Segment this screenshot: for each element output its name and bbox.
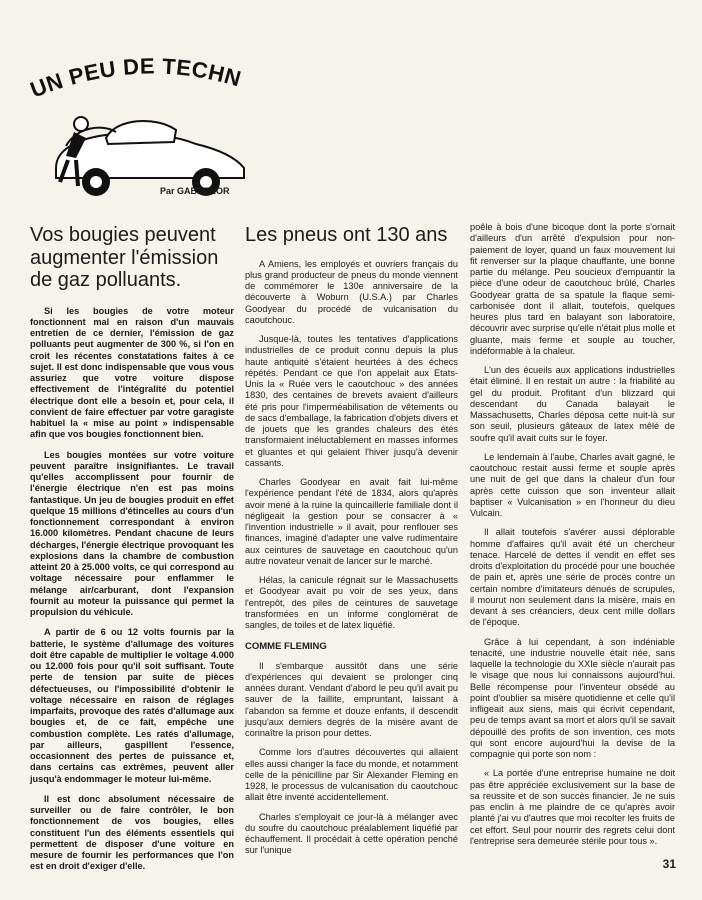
article-2-title: Les pneus ont 130 ans bbox=[245, 224, 448, 246]
section-title-text: UN PEU DE TECHN bbox=[26, 58, 245, 103]
svg-text:UN PEU DE TECHNIQUE bbox=[26, 58, 244, 103]
article-2-subheading: COMME FLEMING bbox=[245, 641, 327, 653]
article-2-paragraph: Il allait toutefois s'avérer aussi déplorable homme d'affaires qu'il avait été un chercheur tenace. Harcelé de dettes il vendit en effet ses droits d'exploitation du procédé pour une bouchée de pain et, après une série de procès contre un certain nombre d'imitateurs dénués de scrupules, il mourut non seulement dans la misère, mais en devant à ses créanciers, deux cent mille dollars de l'époque. bbox=[470, 527, 675, 628]
article-2-paragraph: poêle à bois d'une bicoque dont la porte s'ornait d'ailleurs d'un arrêté d'expulsion pour non-paiement de loyer, quand un faux mouvement lui fit renverser sur la plaque chauffante, une bonne partie du mélange. Peu soucieux d'empuantir la pièce d'une odeur de caoutchouc brûlé, Charles Goodyear gratta de sa spatule la flaque semi-carbonisée dont il allait, toutefois, quelques heures plus tard en balayant son laboratoire, découvrir avec surprise qu'elle n'était plus molle et gluante, mais ferme et souple au toucher, indéformable à la chaleur. bbox=[470, 222, 675, 356]
header-illustration bbox=[26, 58, 266, 198]
column-1 bbox=[30, 214, 234, 882]
article-2-paragraph: A Amiens, les employés et ouvriers français du plus grand producteur de pneus du monde viennent de commémorer le 130e anniversaire de la découverte à Woburn (U.S.A.) par Charles Goodyear du procédé de vulcanisation du caoutchouc. bbox=[245, 258, 458, 325]
page-number: 31 bbox=[662, 857, 676, 871]
article-1-title: Vos bougies peuvent augmenter l'émission de gaz polluants. bbox=[30, 224, 219, 291]
article-1-paragraph: A partir de 6 ou 12 volts fournis par la batterie, le système d'allumage des voitures doit être capable de multiplier le voltage 4.000 ou 12.000 fois pour qu'il soit suffisant. Toute perte de tension par suite de pièces défectueuses, ou l'impossibilité d'obtenir le voltage nécessaire en raison de réglages imparfaits, provoque des ratés d'allumage aux bougies et, de ce fait, empêche une combustion complète. Les ratés d'allumage, par ailleurs, gaspillent l'essence, occasionnent des pertes de puissance et, dans certains cas extrêmes, peuvent aller jusqu'à endommager le moteur lui-même. bbox=[30, 627, 234, 784]
car-illustration bbox=[56, 117, 244, 196]
article-2-paragraph: Hélas, la canicule régnait sur le Massachusetts et Goodyear avait pu voir de ses yeux, dans l'entrepôt, des piles de ceintures de sauvetage transformées en un informe conglomérat de sangles, de toiles et de latex liquéfié. bbox=[245, 575, 458, 630]
article-2-paragraph: Comme lors d'autres découvertes qui allaient elles aussi changer la face du monde, et notamment celle de la pénicilline par Sir Alexander Fleming en 1928, le processus de vulcanisation du caoutchouc allait être inventé accidentellement. bbox=[245, 747, 458, 803]
article-2-paragraph: Jusque-là, toutes les tentatives d'applications industrielles de ce produit connu depuis la plus haute antiquité s'étaient heurtées à des échecs répétés. Pendant ce que l'on appelait aux Etats-Unis la « Ruée vers le caoutchouc » des années 1830, des centaines de brevets avaient d'ailleurs été pris pour l'imperméabilisation de vêtements ou de sacs d'emballage, la fabrication d'objets divers et de jouets que les grandes chaleurs des étés transformaient inéluctablement en masses informes et gluantes et qui gelaient l'hiver jusqu'à devenir cassants. bbox=[245, 334, 458, 468]
article-1-paragraph: Les bougies montées sur votre voiture peuvent paraître insignifiantes. Le travail qu'elles accomplissent pour fournir de l'énergie électrique n'en est pas moins fantastique. Un jeu de bougies produit en effet quelque 15 millions d'étincelles au cours d'un fonctionnement correspondant à environ 16.000 kilomètres. Pendant chacune de leurs décharges, l'énergie électrique provoquant les explosions dans la chambre de combustion atteint 20 à 25.000 volts, ce qui correspond au voltage nécessaire pour enflammer le mélange air/carburant, dont l'expansion fournit au moteur la puissance qui permet la propulsion du véhicule. bbox=[30, 449, 234, 617]
article-1-paragraph: Si les bougies de votre moteur fonctionnent mal en raison d'un mauvais entretien de ce dernier, l'émission de gaz polluants peut augmenter de 300 %, si l'on en croit les récentes constatations faites à ce sujet. Il est donc indispensable que vous vous assuriez que votre voiture dispose effectivement de l'intégralité du potentiel électrique dont elle a besoin et, pour cela, il convient de faire effectuer par votre garagiste habituel la « mise au point » indispensable afin que vos bougies fonctionnent bien. bbox=[30, 305, 234, 440]
article-2-paragraph: L'un des écueils aux applications industrielles était éliminé. Il en restait un autre : la friabilité au gel du produit. Profitant d'un blizzard qui descendant du Canada balayait le Massachusetts, Charles déposa cette nuit-là sur son seuil, plusieurs gâteaux de latex mêlé de soufre qu'il avait cuits sur le foyer. bbox=[470, 365, 675, 443]
article-2-paragraph: Grâce à lui cependant, à son indéniable tenacité, une industrie nouvelle était née, sans laquelle la technologie du XXIe siècle n'aurait pas le visage que nous lui connaissons aujourd'hui. Belle récompense pour l'inventeur obsédé au point d'oublier sa misère quotidienne et celle qu'il infligeait aux siens, mais qui écrivit cependant, peu de temps avant sa mort et alors qu'il se savait dépouillé des profits de son invention, ces mots qui sont encore aujourd'hui la devise de la compagnie qui porte son nom : bbox=[470, 636, 675, 759]
article-2-paragraph: Charles Goodyear en avait fait lui-même l'expérience pendant l'été de 1834, alors qu'après avoir mené à la ruine la quincaillerie familiale dont il négligeait la gestion pour se consacrer à « l'invention industrielle » il avait, pour renflouer ses finances, imaginé d'adapter une valve rudimentaire aux ceintures de sauvetage en caoutchouc qu'un autre novateur venait de lancer sur le marché. bbox=[245, 477, 458, 566]
article-2-paragraph: « La portée d'une entreprise humaine ne doit pas être appréciée exclusivement sur la base de sa reussite et de son succès financier. Je ne suis pas enclin à me plaindre de ce qu'après avoir planté j'ai vu d'autres que moi recolter les fruits de cet effort. Seul pour nourrir des regrets celui dont l'entreprise sera demeurée stérile pour tous ». bbox=[470, 768, 675, 846]
column-2 bbox=[245, 214, 458, 865]
byline: Par GABDENOR bbox=[160, 186, 230, 196]
article-2-paragraph: Le lendemain à l'aube, Charles avait gagné, le caoutchouc restait aussi ferme et souple après une nuit de gel que dans la chaleur d'un four après cette cuisson que son inventeur allait baptiser « Vulcanisation » en l'honneur du dieu Vulcain. bbox=[470, 451, 675, 518]
article-2-paragraph: Charles s'employait ce jour-là à mélanger avec du soufre du caoutchouc préalablement liquéfié par échauffement. Il procédait à cette opération penché sur l'unique bbox=[245, 811, 458, 856]
article-1-paragraph: Il est donc absolument nécessaire de surveiller ou de faire contrôler, le bon fonctionnement de vos bougies, elles constituent l'un des éléments essentiels qui permettent de disposer d'une voiture en mesure de fournir les performances que l'on est en droit d'exiger d'elle. bbox=[30, 793, 234, 872]
column-3 bbox=[470, 222, 675, 855]
article-2-paragraph: Il s'embarque aussitôt dans une série d'expériences qui devaient se prolonger cinq années durant. Vendant d'abord le peu qu'il avait pu sauver de la faillite, empruntant, laissant à l'abandon sa femme et douze enfants, il descendit jusqu'aux derniers degrés de la misère avant de connaître la prison pour dettes. bbox=[245, 660, 458, 738]
